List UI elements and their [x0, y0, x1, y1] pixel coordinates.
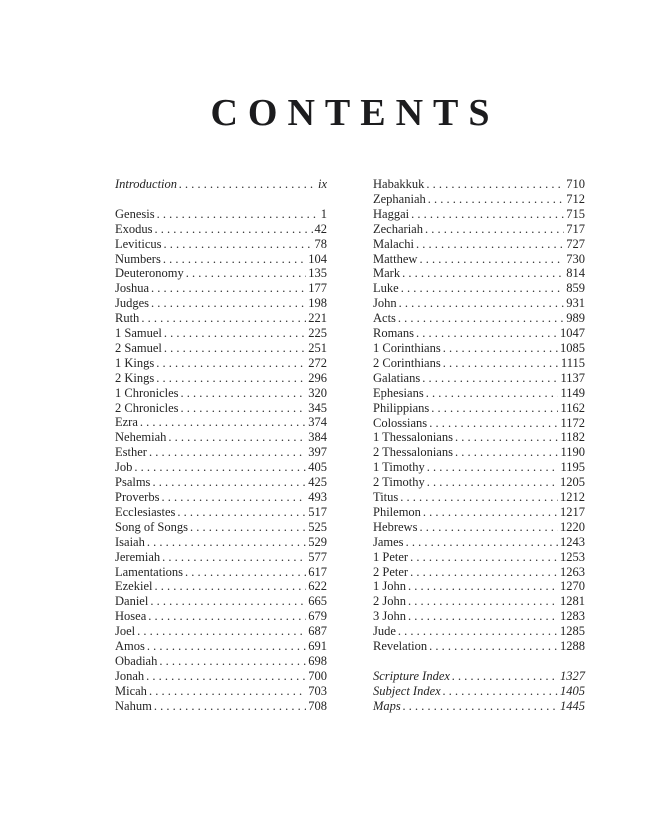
toc-leader-dots: [164, 326, 306, 341]
toc-entry-label: Judges: [115, 296, 150, 311]
toc-entry-page: 405: [308, 460, 327, 475]
toc-entry-page: 320: [308, 385, 327, 400]
toc-row: [373, 401, 585, 416]
toc-entry-page: 1253: [560, 549, 585, 564]
toc-entry-page: 1182: [560, 430, 585, 445]
toc-leader-dots: [149, 684, 306, 699]
toc-row: [115, 460, 327, 475]
toc-row: [373, 341, 585, 356]
toc-entry-label: Mark: [373, 266, 401, 281]
toc-entry-page: 42: [314, 221, 327, 236]
page-title: CONTENTS: [210, 92, 500, 134]
toc-row: [115, 535, 327, 550]
toc-leader-dots: [410, 550, 558, 565]
toc-leader-dots: [186, 266, 307, 281]
toc-row: [373, 430, 585, 445]
toc-leader-dots: [141, 311, 306, 326]
toc-row: [115, 475, 327, 490]
toc-leader-dots: [163, 252, 306, 267]
toc-entry-page: 1190: [560, 445, 585, 460]
toc-entry-label: 1 Samuel: [115, 326, 162, 341]
toc-columns: [115, 177, 585, 714]
toc-row: [373, 416, 585, 431]
toc-leader-dots: [159, 654, 306, 669]
toc-entry-label: Colossians: [373, 415, 428, 430]
toc-leader-dots: [427, 460, 559, 475]
toc-entry-label: John: [373, 296, 397, 311]
toc-entry-page: 708: [308, 698, 327, 713]
toc-leader-dots: [410, 565, 558, 580]
toc-leader-dots: [426, 386, 559, 401]
toc-leader-dots: [443, 684, 558, 699]
toc-row: [115, 624, 327, 639]
toc-row: [115, 296, 327, 311]
toc-entry-page: 1288: [560, 639, 585, 654]
toc-row: [115, 415, 327, 430]
toc-leader-dots: [179, 177, 316, 192]
toc-row: [115, 401, 327, 416]
toc-leader-dots: [157, 207, 319, 222]
toc-entry-page: 374: [308, 415, 327, 430]
toc-entry-label: Introduction: [115, 177, 178, 191]
toc-row: [115, 281, 327, 296]
toc-entry-label: Genesis: [115, 206, 155, 221]
toc-row: [115, 237, 327, 252]
toc-entry-page: 1212: [560, 490, 585, 505]
toc-entry-label: Proverbs: [115, 490, 160, 505]
toc-leader-dots: [181, 386, 307, 401]
toc-entry-label: Job: [115, 460, 133, 475]
toc-entry-page: 717: [566, 221, 585, 236]
toc-leader-dots: [408, 594, 558, 609]
toc-row: [373, 445, 585, 460]
toc-row: [373, 699, 585, 714]
toc-row: [115, 386, 327, 401]
toc-entry-label: Revelation: [373, 639, 428, 654]
toc-entry-label: Philemon: [373, 504, 421, 519]
toc-row: [373, 371, 585, 386]
toc-row: [373, 624, 585, 639]
toc-leader-dots: [416, 237, 564, 252]
toc-leader-dots: [156, 356, 306, 371]
toc-entry-label: 2 Corinthians: [373, 355, 441, 370]
toc-entry-label: 1 John: [373, 579, 406, 594]
toc-row: [373, 684, 585, 699]
toc-leader-dots: [190, 520, 306, 535]
toc-leader-dots: [427, 475, 558, 490]
toc-entry-label: Jeremiah: [115, 549, 161, 564]
toc-row: [373, 237, 585, 252]
toc-leader-dots: [150, 594, 306, 609]
toc-leader-dots: [401, 281, 565, 296]
toc-leader-dots: [429, 416, 558, 431]
toc-entry-label: Obadiah: [115, 653, 158, 668]
toc-entry-label: Lamentations: [115, 564, 184, 579]
toc-entry-label: Ecclesiastes: [115, 504, 176, 519]
toc-entry-page: 425: [308, 475, 327, 490]
toc-row: [373, 296, 585, 311]
toc-entry-page: 1327: [560, 668, 585, 683]
toc-entry-label: Romans: [373, 326, 414, 341]
toc-row: [373, 311, 585, 326]
toc-row: [373, 460, 585, 475]
toc-entry-page: 730: [566, 251, 585, 266]
toc-row: [373, 356, 585, 371]
toc-leader-dots: [164, 341, 306, 356]
toc-leader-dots: [137, 624, 306, 639]
toc-leader-dots: [146, 669, 306, 684]
toc-row: [115, 490, 327, 505]
toc-leader-dots: [181, 401, 307, 416]
toc-entry-page: 397: [308, 445, 327, 460]
toc-entry-label: Song of Songs: [115, 519, 188, 534]
toc-leader-dots: [428, 192, 564, 207]
toc-entry-label: Galatians: [373, 370, 421, 385]
toc-entry-label: Amos: [115, 639, 145, 654]
toc-row: [115, 669, 327, 684]
toc-entry-label: Nahum: [115, 698, 152, 713]
toc-entry-label: Joel: [115, 624, 136, 639]
toc-entry-page: 529: [308, 534, 327, 549]
toc-entry-label: Nehemiah: [115, 430, 167, 445]
toc-entry-page: ix: [317, 177, 327, 191]
toc-row: [115, 311, 327, 326]
toc-entry-page: 700: [308, 668, 327, 683]
toc-leader-dots: [164, 237, 313, 252]
toc-entry-label: Esther: [115, 445, 147, 460]
toc-entry-label: Malachi: [373, 236, 414, 251]
toc-leader-dots: [168, 430, 306, 445]
toc-row: [373, 579, 585, 594]
toc-row: [373, 639, 585, 654]
toc-row: [373, 669, 585, 684]
toc-leader-dots: [431, 401, 558, 416]
toc-row: [115, 565, 327, 580]
toc-row: [115, 252, 327, 267]
toc-row: [115, 207, 327, 222]
toc-leader-dots: [140, 415, 306, 430]
toc-entry-page: 1195: [560, 460, 585, 475]
toc-leader-dots: [162, 550, 306, 565]
toc-leader-dots: [155, 222, 313, 237]
toc-row: [373, 594, 585, 609]
toc-entry-page: 989: [566, 311, 585, 326]
toc-row: [115, 594, 327, 609]
toc-entry-label: Scripture Index: [373, 668, 450, 683]
toc-entry-page: 710: [566, 177, 585, 191]
toc-entry-label: Hosea: [115, 609, 147, 624]
toc-entry-page: 703: [308, 683, 327, 698]
toc-row: [115, 684, 327, 699]
toc-entry-page: 225: [308, 326, 327, 341]
toc-entry-page: 577: [308, 549, 327, 564]
toc-row: [373, 281, 585, 296]
toc-leader-dots: [147, 639, 306, 654]
toc-entry-label: 3 John: [373, 609, 406, 624]
toc-entry-label: Daniel: [115, 594, 149, 609]
toc-row: [115, 445, 327, 460]
toc-row: [373, 520, 585, 535]
toc-entry-label: Jude: [373, 624, 396, 639]
toc-entry-page: 1172: [560, 415, 585, 430]
toc-entry-page: 1085: [560, 340, 585, 355]
toc-entry-page: 1162: [560, 400, 585, 415]
toc-entry-label: 2 Chronicles: [115, 400, 179, 415]
toc-entry-label: Habakkuk: [373, 177, 425, 191]
toc-leader-dots: [419, 520, 558, 535]
toc-entry-page: 345: [308, 400, 327, 415]
toc-entry-page: 384: [308, 430, 327, 445]
toc-entry-page: 814: [566, 266, 585, 281]
toc-row: [373, 192, 585, 207]
toc-entry-label: 2 Samuel: [115, 340, 162, 355]
toc-leader-dots: [443, 341, 558, 356]
toc-row: [373, 550, 585, 565]
toc-entry-label: Leviticus: [115, 236, 162, 251]
toc-row: [115, 505, 327, 520]
toc-leader-dots: [161, 490, 306, 505]
toc-entry-page: 622: [308, 579, 327, 594]
toc-entry-page: 1283: [560, 609, 585, 624]
toc-entry-label: 2 Peter: [373, 564, 409, 579]
toc-leader-dots: [408, 609, 558, 624]
toc-entry-page: 251: [308, 340, 327, 355]
toc-row: [115, 639, 327, 654]
toc-entry-label: Deuteronomy: [115, 266, 184, 281]
toc-entry-page: 698: [308, 653, 327, 668]
toc-row: [115, 520, 327, 535]
toc-leader-dots: [151, 281, 306, 296]
toc-row: [115, 654, 327, 669]
toc-entry-page: 1149: [560, 385, 585, 400]
toc-entry-label: Luke: [373, 281, 399, 296]
toc-entry-page: 712: [566, 191, 585, 206]
toc-entry-label: 1 Chronicles: [115, 385, 179, 400]
toc-leader-dots: [154, 579, 306, 594]
toc-entry-page: 1405: [560, 683, 585, 698]
toc-entry-page: 687: [308, 624, 327, 639]
toc-leader-dots: [406, 535, 558, 550]
toc-entry-label: Ezra: [115, 415, 138, 430]
toc-entry-page: 1263: [560, 564, 585, 579]
toc-entry-page: 135: [308, 266, 327, 281]
toc-row: [115, 177, 327, 192]
toc-leader-dots: [398, 311, 564, 326]
toc-row: [115, 579, 327, 594]
toc-entry-label: Hebrews: [373, 519, 418, 534]
toc-entry-label: 1 Timothy: [373, 460, 425, 475]
toc-entry-label: Exodus: [115, 221, 153, 236]
toc-entry-page: 272: [308, 355, 327, 370]
toc-row: [115, 222, 327, 237]
toc-leader-dots: [403, 699, 558, 714]
toc-entry-page: 104: [308, 251, 327, 266]
toc-entry-label: 1 Kings: [115, 355, 155, 370]
toc-entry-page: 493: [308, 490, 327, 505]
toc-entry-page: 1270: [560, 579, 585, 594]
toc-entry-label: Matthew: [373, 251, 418, 266]
toc-entry-page: 1243: [560, 534, 585, 549]
toc-leader-dots: [422, 371, 558, 386]
toc-entry-label: James: [373, 534, 404, 549]
toc-row: [373, 207, 585, 222]
toc-entry-label: Philippians: [373, 400, 430, 415]
toc-leader-dots: [408, 579, 558, 594]
toc-entry-page: 1285: [560, 624, 585, 639]
toc-row: [373, 505, 585, 520]
toc-leader-dots: [455, 430, 558, 445]
toc-entry-label: Haggai: [373, 206, 410, 221]
toc-row: [115, 609, 327, 624]
toc-leader-dots: [154, 699, 306, 714]
toc-entry-page: 177: [308, 281, 327, 296]
toc-entry-label: 1 Peter: [373, 549, 409, 564]
toc-entry-page: 296: [308, 370, 327, 385]
toc-leader-dots: [134, 460, 306, 475]
toc-leader-dots: [156, 371, 306, 386]
toc-entry-page: 78: [314, 236, 327, 251]
toc-entry-label: Subject Index: [373, 683, 441, 698]
toc-column-right: [373, 177, 585, 714]
toc-leader-dots: [149, 445, 306, 460]
toc-row: [373, 565, 585, 580]
toc-row: [373, 490, 585, 505]
toc-entry-page: 198: [308, 296, 327, 311]
toc-entry-page: 1047: [560, 326, 585, 341]
toc-row: [115, 699, 327, 714]
toc-entry-label: Ruth: [115, 311, 140, 326]
toc-row: [115, 356, 327, 371]
toc-leader-dots: [423, 505, 558, 520]
toc-entry-label: 2 Thessalonians: [373, 445, 453, 460]
toc-leader-dots: [398, 624, 558, 639]
toc-entry-label: Micah: [115, 683, 147, 698]
toc-entry-page: 1137: [560, 370, 585, 385]
toc-leader-dots: [152, 475, 306, 490]
toc-leader-dots: [416, 326, 558, 341]
toc-column-left: [115, 177, 327, 714]
toc-leader-dots: [419, 252, 564, 267]
toc-entry-label: Maps: [373, 698, 401, 713]
toc-entry-label: Psalms: [115, 475, 151, 490]
toc-leader-dots: [452, 669, 558, 684]
toc-entry-page: 1445: [560, 698, 585, 713]
toc-entry-label: 2 Kings: [115, 370, 155, 385]
toc-entry-page: 617: [308, 564, 327, 579]
toc-entry-label: Jonah: [115, 668, 145, 683]
toc-entry-label: 1 Thessalonians: [373, 430, 453, 445]
toc-leader-dots: [185, 565, 306, 580]
toc-row: [373, 535, 585, 550]
toc-entry-page: 517: [308, 504, 327, 519]
toc-entry-label: Titus: [373, 490, 399, 505]
toc-entry-label: Zephaniah: [373, 191, 426, 206]
toc-leader-dots: [147, 535, 306, 550]
toc-row: [373, 252, 585, 267]
toc-row: [115, 371, 327, 386]
toc-leader-dots: [426, 177, 564, 192]
toc-row: [373, 177, 585, 192]
toc-entry-page: 679: [308, 609, 327, 624]
toc-entry-page: 1: [320, 206, 327, 221]
toc-entry-page: 691: [308, 639, 327, 654]
toc-row: [115, 341, 327, 356]
toc-entry-page: 715: [566, 206, 585, 221]
toc-row: [115, 430, 327, 445]
toc-row: [373, 475, 585, 490]
toc-leader-dots: [177, 505, 306, 520]
toc-leader-dots: [399, 296, 565, 311]
toc-leader-dots: [400, 490, 558, 505]
toc-row: [115, 326, 327, 341]
toc-leader-dots: [425, 222, 564, 237]
toc-entry-label: Isaiah: [115, 534, 145, 549]
toc-row: [373, 222, 585, 237]
toc-leader-dots: [402, 266, 564, 281]
toc-row: [373, 326, 585, 341]
toc-entry-label: 1 Corinthians: [373, 340, 441, 355]
toc-entry-label: Joshua: [115, 281, 150, 296]
toc-row: [115, 550, 327, 565]
toc-entry-page: 859: [566, 281, 585, 296]
toc-entry-page: 1281: [560, 594, 585, 609]
toc-entry-label: Ezekiel: [115, 579, 153, 594]
toc-entry-page: 1115: [560, 355, 585, 370]
toc-entry-page: 727: [566, 236, 585, 251]
toc-leader-dots: [455, 445, 558, 460]
toc-leader-dots: [151, 296, 306, 311]
toc-entry-label: Zechariah: [373, 221, 423, 236]
toc-row: [373, 386, 585, 401]
toc-leader-dots: [148, 609, 306, 624]
toc-entry-page: 221: [308, 311, 327, 326]
toc-entry-label: Acts: [373, 311, 396, 326]
toc-leader-dots: [443, 356, 559, 371]
toc-row: [373, 266, 585, 281]
toc-entry-page: 1205: [560, 475, 585, 490]
toc-entry-page: 525: [308, 519, 327, 534]
toc-row: [115, 266, 327, 281]
toc-entry-page: 931: [566, 296, 585, 311]
toc-entry-label: Numbers: [115, 251, 161, 266]
toc-leader-dots: [429, 639, 558, 654]
toc-entry-page: 665: [308, 594, 327, 609]
toc-row: [373, 609, 585, 624]
toc-entry-label: Ephesians: [373, 385, 424, 400]
toc-entry-label: 2 Timothy: [373, 475, 425, 490]
toc-entry-label: 2 John: [373, 594, 406, 609]
toc-entry-page: 1217: [560, 504, 585, 519]
toc-leader-dots: [411, 207, 564, 222]
toc-entry-page: 1220: [560, 519, 585, 534]
